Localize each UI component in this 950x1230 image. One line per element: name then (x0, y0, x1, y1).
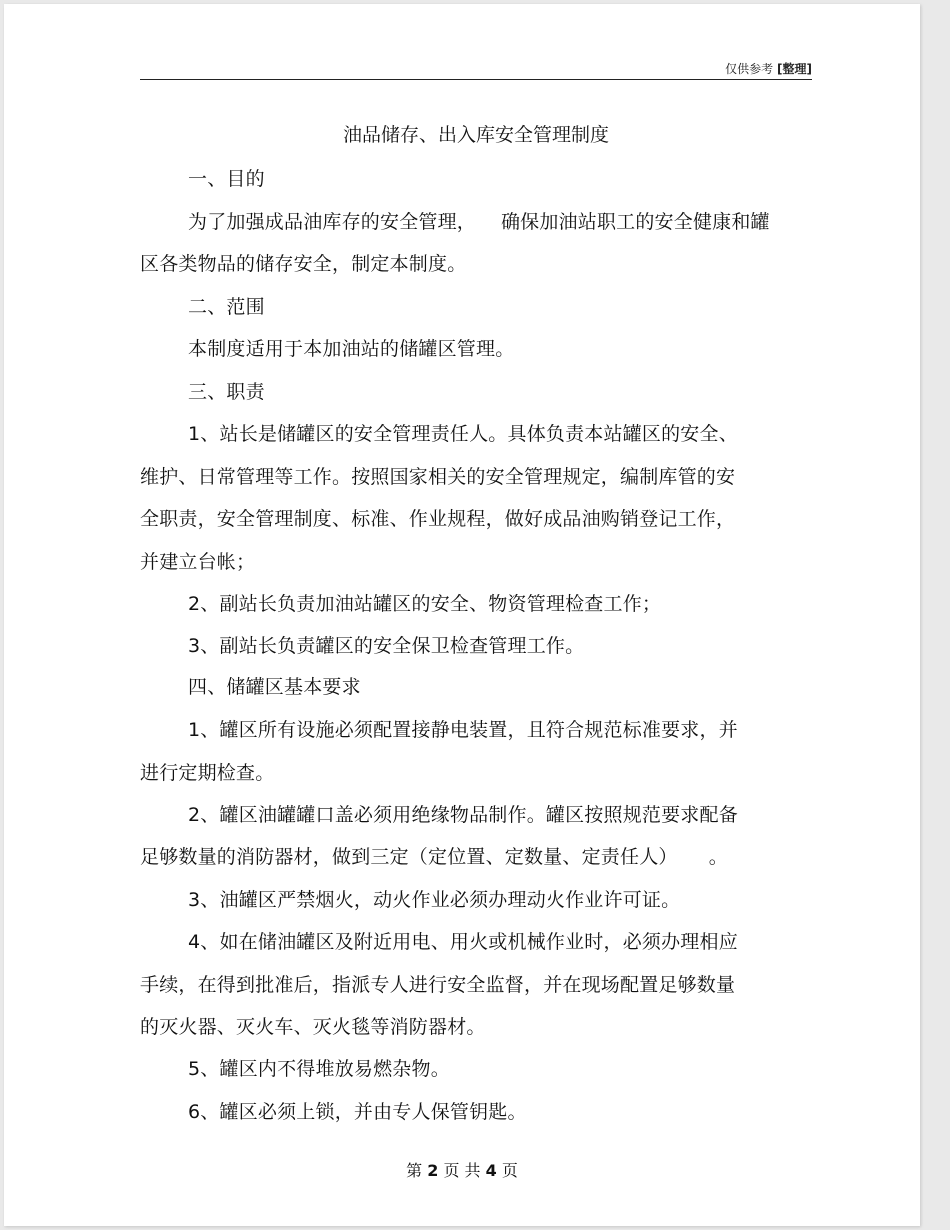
footer-page-number: 2 (427, 1161, 439, 1180)
body-line: 为了加强成品油库存的安全管理， 确保加油站职工的安全健康和罐 (188, 211, 770, 233)
section-heading-requirements: 四、储罐区基本要求 (188, 676, 361, 698)
footer-total-pages: 4 (485, 1161, 497, 1180)
document-page (4, 4, 920, 1226)
footer-mid: 页 共 (443, 1161, 481, 1180)
body-line: 2、罐区油罐罐口盖必须用绝缘物品制作。罐区按照规范要求配备 (188, 804, 738, 826)
document-title: 油品储存、出入库安全管理制度 (342, 124, 609, 146)
footer-suffix: 页 (501, 1161, 518, 1180)
body-line: 的灭火器、灭火车、灭火毯等消防器材。 (140, 1016, 486, 1038)
page-header (140, 60, 812, 77)
body-line: 足够数量的消防器材，做到三定（定位置、定数量、定责任人） 。 (140, 846, 728, 868)
body-line: 6、罐区必须上锁，并由专人保管钥匙。 (188, 1101, 527, 1123)
body-line: 进行定期检查。 (140, 762, 275, 784)
body-line: 区各类物品的储存安全，制定本制度。 (140, 253, 467, 275)
body-line: 全职责，安全管理制度、标准、作业规程，做好成品油购销登记工作， (140, 508, 736, 530)
body-line: 3、油罐区严禁烟火，动火作业必须办理动火作业许可证。 (188, 889, 681, 911)
body-line: 1、罐区所有设施必须配置接静电装置，且符合规范标准要求，并 (188, 719, 738, 741)
header-text: 仅供参考 (725, 62, 774, 76)
header-divider (140, 79, 812, 80)
section-heading-duties: 三、职责 (188, 381, 265, 403)
body-line: 并建立台帐； (140, 551, 256, 573)
body-line: 4、如在储油罐区及附近用电、用火或机械作业时，必须办理相应 (188, 931, 738, 953)
section-heading-scope: 二、范围 (188, 296, 265, 318)
footer-prefix: 第 (406, 1161, 423, 1180)
body-line: 手续，在得到批准后，指派专人进行安全监督，并在现场配置足够数量 (140, 974, 736, 996)
header-bracket-label: [整理] (777, 62, 812, 76)
body-line: 3、副站长负责罐区的安全保卫检查管理工作。 (188, 635, 585, 657)
body-line: 2、副站长负责加油站罐区的安全、物资管理检查工作； (188, 593, 662, 615)
body-line: 维护、日常管理等工作。按照国家相关的安全管理规定，编制库管的安 (140, 466, 736, 488)
body-line: 1、站长是储罐区的安全管理责任人。具体负责本站罐区的安全、 (188, 423, 738, 445)
section-heading-purpose: 一、目的 (188, 168, 265, 190)
body-line: 5、罐区内不得堆放易燃杂物。 (188, 1058, 450, 1080)
body-line: 本制度适用于本加油站的储罐区管理。 (188, 338, 515, 360)
page-footer (4, 1158, 920, 1181)
